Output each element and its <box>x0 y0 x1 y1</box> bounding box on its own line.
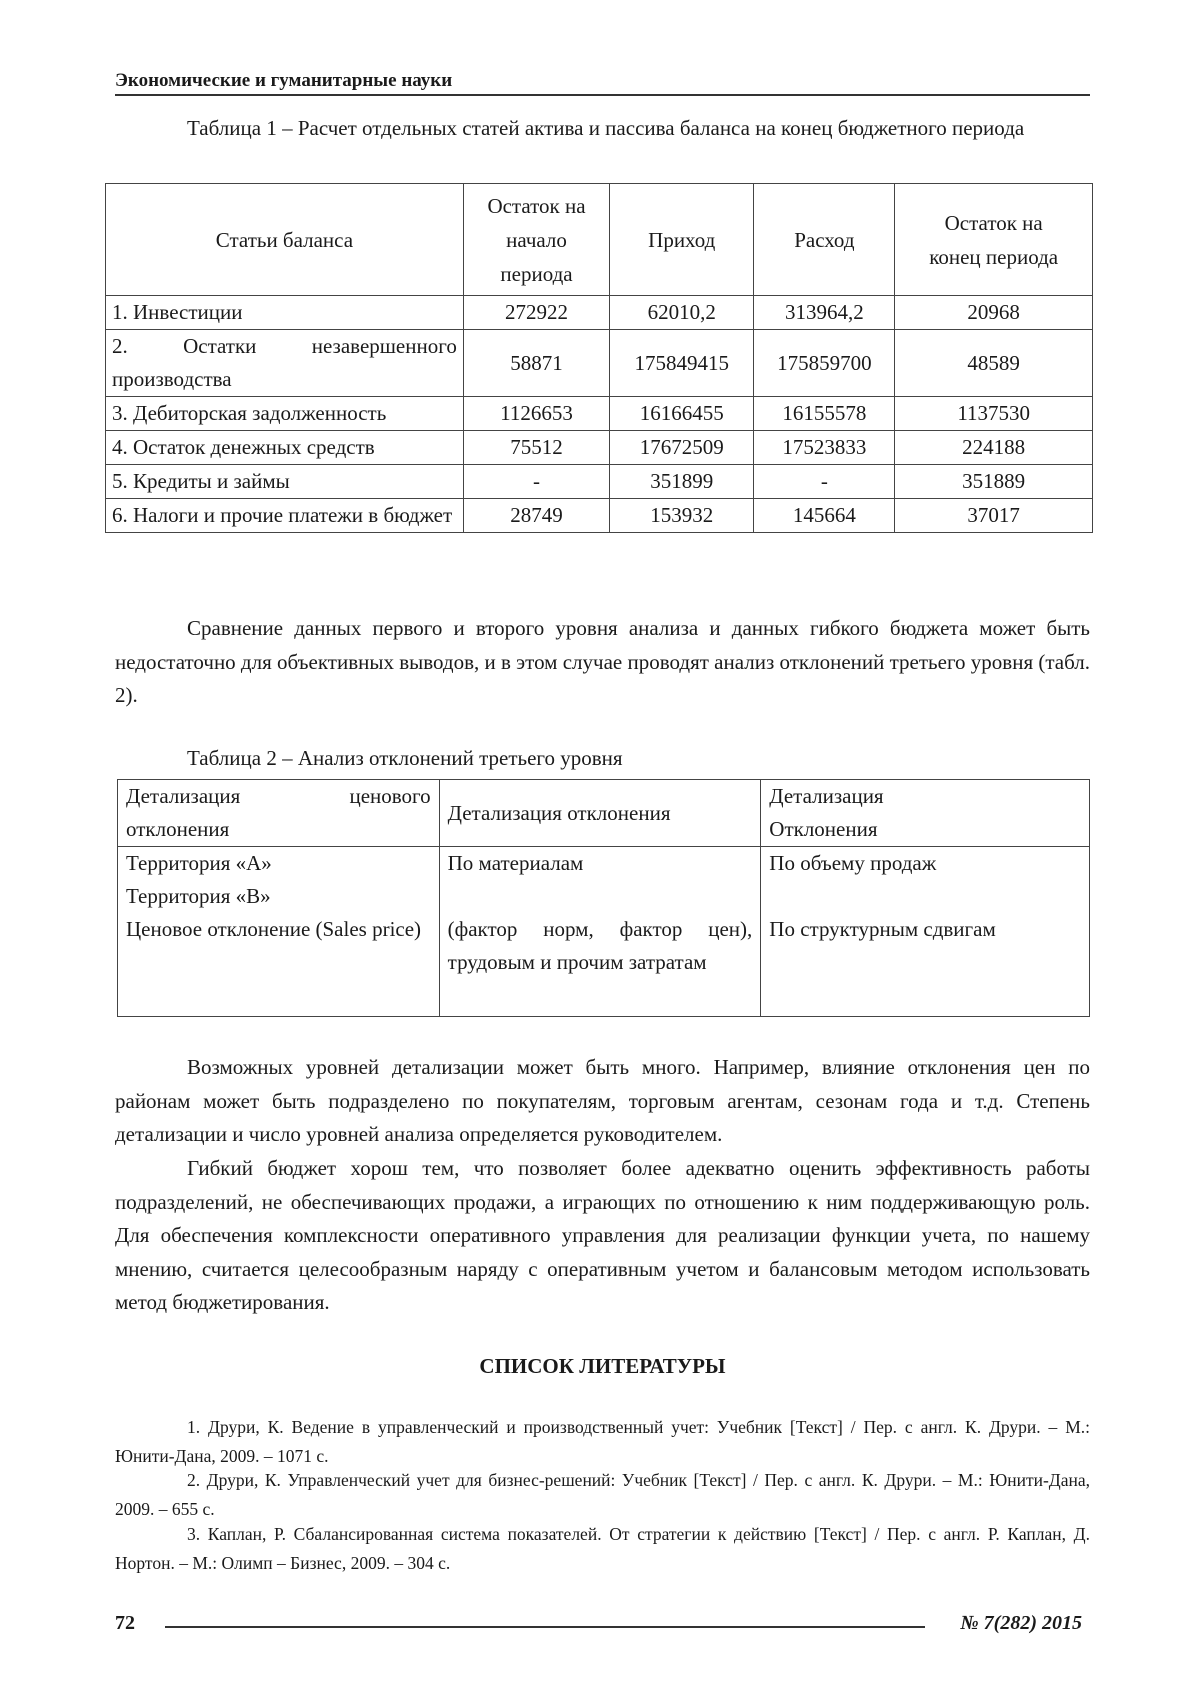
cell-line: Ценовое отклонение (Sales price) <box>126 917 422 941</box>
row-start: 75512 <box>463 431 609 465</box>
row-item: 1. Инвестиции <box>106 296 464 330</box>
running-head: Экономические и гуманитарные науки <box>115 70 1090 96</box>
page-number: 72 <box>115 1612 135 1634</box>
cell-line: Территория «В» <box>126 884 271 908</box>
paragraph: Гибкий бюджет хорош тем, что позволяет более адекватно оценить эффективность работы подразделений, не обеспечивающих продажи, а играющих по отношению к ним поддерживающую роль. Для обеспечения комплексности оперативного управления для реализации функции учета, по нашему мнению, считается целесообразным наряду с оперативным учетом и балансовым методом использовать метод бюджетирования. <box>115 1156 1090 1314</box>
row-income: 153932 <box>610 499 754 533</box>
col-header-start: Остаток на начало периода <box>463 184 609 296</box>
col-header-end: Остаток на конец периода <box>895 184 1093 296</box>
row-income: 351899 <box>610 465 754 499</box>
cell-price-detail <box>118 847 440 1017</box>
col-header-expense: Расход <box>754 184 895 296</box>
table-row <box>106 397 1093 431</box>
col-header-deviation-detail-2: Детализация Отклонения <box>761 780 1090 847</box>
row-start: 58871 <box>463 330 609 397</box>
row-start: 272922 <box>463 296 609 330</box>
col-header-deviation-detail: Детализация отклонения <box>439 780 761 847</box>
table-row <box>118 847 1090 1017</box>
reference-item: 1. Друри, К. Ведение в управленческий и производственный учет: Учебник [Текст] / Пер. с англ. К. Друри. – М.: Юнити-Дана, 2009. – 1071 с. <box>115 1417 1090 1466</box>
balance-table <box>105 183 1093 533</box>
spacer <box>448 880 753 913</box>
table-row <box>106 296 1093 330</box>
table-row <box>106 330 1093 397</box>
table1-caption: Таблица 1 – Расчет отдельных статей актива и пассива баланса на конец бюджетного периода <box>187 116 1025 140</box>
spacer <box>769 880 1081 913</box>
row-expense: 16155578 <box>754 397 895 431</box>
cell-line: По материалам <box>447 851 584 875</box>
col-header-item: Статьи баланса <box>106 184 464 296</box>
row-income: 17672509 <box>610 431 754 465</box>
cell-deviation-detail <box>439 847 761 1017</box>
cell-line: По объему продаж <box>769 851 937 875</box>
row-expense: - <box>754 465 895 499</box>
paragraph: Сравнение данных первого и второго уровня анализа и данных гибкого бюджета может быть недостаточно для объективных выводов, и в этом случае проводят анализ отклонений третьего уровня (табл. 2). <box>115 616 1090 707</box>
table2-caption: Таблица 2 – Анализ отклонений третьего уровня <box>187 746 623 770</box>
reference-item: 2. Друри, К. Управленческий учет для бизнес-решений: Учебник [Текст] / Пер. с англ. К. Друри. – М.: Юнити-Дана, 2009. – 655 с. <box>115 1470 1090 1519</box>
row-expense: 313964,2 <box>754 296 895 330</box>
references-title: СПИСОК ЛИТЕРАТУРЫ <box>479 1354 726 1378</box>
cell-line: (фактор норм, фактор цен), трудовым и прочим затратам <box>447 917 753 974</box>
table-header-row <box>118 780 1090 847</box>
deviation-table <box>117 779 1090 1017</box>
table-row <box>106 431 1093 465</box>
row-start: - <box>463 465 609 499</box>
row-income: 175849415 <box>610 330 754 397</box>
row-expense: 17523833 <box>754 431 895 465</box>
issue-number: № 7(282) 2015 <box>960 1612 1082 1634</box>
row-end: 1137530 <box>895 397 1093 431</box>
col-header-income: Приход <box>610 184 754 296</box>
footer-rule <box>165 1626 925 1628</box>
row-end: 351889 <box>895 465 1093 499</box>
row-end: 48589 <box>895 330 1093 397</box>
page-footer <box>115 1612 1090 1642</box>
row-item: 4. Остаток денежных средств <box>106 431 464 465</box>
reference-item: 3. Каплан, Р. Сбалансированная система показателей. От стратегии к действию [Текст] / Пер. с англ. Р. Каплан, Д. Нортон. – М.: Олимп – Бизнес, 2009. – 304 с. <box>115 1524 1090 1573</box>
row-item: 3. Дебиторская задолженность <box>106 397 464 431</box>
row-income: 16166455 <box>610 397 754 431</box>
row-income: 62010,2 <box>610 296 754 330</box>
row-expense: 145664 <box>754 499 895 533</box>
cell-volume-detail <box>761 847 1090 1017</box>
row-start: 1126653 <box>463 397 609 431</box>
row-item: 2. Остатки незавершенного производства <box>106 330 464 397</box>
row-end: 224188 <box>895 431 1093 465</box>
table-header-row <box>106 184 1093 296</box>
row-start: 28749 <box>463 499 609 533</box>
row-expense: 175859700 <box>754 330 895 397</box>
row-end: 20968 <box>895 296 1093 330</box>
row-item: 6. Налоги и прочие платежи в бюджет <box>106 499 464 533</box>
table-row <box>106 465 1093 499</box>
col-header-price-detail: Детализация ценового отклонения <box>118 780 440 847</box>
row-item: 5. Кредиты и займы <box>106 465 464 499</box>
table-row <box>106 499 1093 533</box>
row-end: 37017 <box>895 499 1093 533</box>
paragraph: Возможных уровней детализации может быть много. Например, влияние отклонения цен по районам может быть подразделено по покупателям, торговым агентам, сезонам года и т.д. Степень детализации и число уровней анализа определяется руководителем. <box>115 1055 1090 1146</box>
cell-line: Территория «А» <box>126 851 272 875</box>
cell-line: По структурным сдвигам <box>769 917 996 941</box>
